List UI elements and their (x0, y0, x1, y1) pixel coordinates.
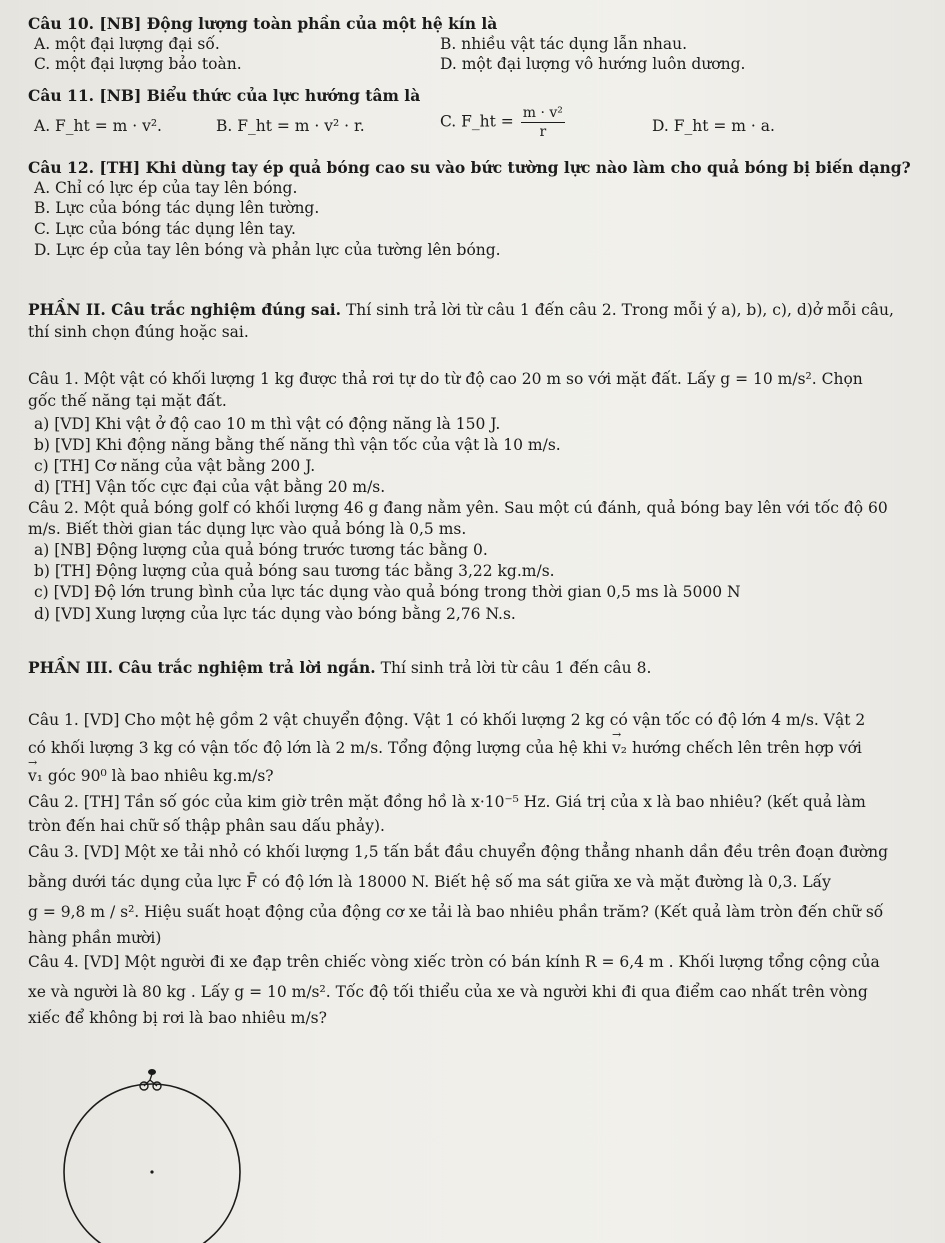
q10-option-b: B. nhiều vật tác dụng lẫn nhau. (440, 35, 688, 53)
q12-option-b: B. Lực của bóng tác dụng lên tường. (34, 199, 320, 217)
p3-q1-line3 (28, 766, 927, 786)
p3-q4-line3: xiếc để không bị rơi là bao nhiêu m/s? (28, 1009, 327, 1027)
p2-q1-line2: gốc thế năng tại mặt đất. (28, 392, 227, 410)
p2-q1-d: d) [TH] Vận tốc cực đại của vật bằng 20 m/s. (34, 478, 386, 496)
part2-heading: PHẦN II. Câu trắc nghiệm đúng sai. (28, 300, 342, 319)
p3-q3-line3: g = 9,8 m / s². Hiệu suất hoạt động của động cơ xe tải là bao nhiêu phần trăm? (Kết quả làm tròn đến chữ số (28, 903, 884, 921)
loop-center-dot (150, 1170, 153, 1173)
q11-option-d: D. F_ht = m · a. (652, 117, 775, 135)
q10-option-a: A. một đại lượng đại số. (34, 35, 220, 53)
p2-q2-line1: Câu 2. Một quả bóng golf có khối lượng 46 g đang nằm yên. Sau một cú đánh, quả bóng bay lên với tốc độ 60 (28, 499, 888, 517)
p2-q2-a: a) [NB] Động lượng của quả bóng trước tương tác bằng 0. (34, 541, 488, 559)
p2-q2-line2: m/s. Biết thời gian tác dụng lực vào quả bóng là 0,5 ms. (28, 520, 467, 538)
q12-option-c: C. Lực của bóng tác dụng lên tay. (34, 220, 296, 238)
q12-option-a: A. Chỉ có lực ép của tay lên bóng. (34, 179, 298, 197)
part3-intro: Thí sinh trả lời từ câu 1 đến câu 8. (375, 659, 652, 677)
part3-heading: PHẦN III. Câu trắc nghiệm trả lời ngắn. (28, 658, 376, 677)
loop-circle (64, 1084, 240, 1243)
q10-stem: Câu 10. [NB] Động lượng toàn phần của một hệ kín là (28, 14, 498, 33)
p3-q1-line2-start: có khối lượng 3 kg có vận tốc độ lớn là 2 m/s. Tổng động lượng của hệ khi (28, 739, 613, 757)
q12-stem: Câu 12. [TH] Khi dùng tay ép quả bóng cao su vào bức tường lực nào làm cho quả bóng bị biến dạng? (28, 158, 911, 177)
p3-q1-line1: Câu 1. [VD] Cho một hệ gồm 2 vật chuyển động. Vật 1 có khối lượng 2 kg có vận tốc có độ lớn 4 m/s. Vật 2 (28, 711, 866, 729)
q11-denominator: r (539, 124, 547, 140)
p2-q2-d: d) [VD] Xung lượng của lực tác dụng vào bóng bằng 2,76 N.s. (34, 605, 516, 623)
part2-heading-line (28, 300, 927, 320)
q12-option-d: D. Lực ép của tay lên bóng và phản lực của tường lên bóng. (34, 241, 501, 259)
p2-q1-b: b) [VD] Khi động năng bằng thế năng thì vận tốc của vật là 10 m/s. (34, 436, 561, 454)
p3-q1-line3-text: góc 90⁰ là bao nhiêu kg.m/s? (42, 767, 274, 785)
p3-q3-line4: hàng phần mười) (28, 929, 162, 947)
bicycle-rider-icon (140, 1069, 161, 1090)
q11-stem: Câu 11. [NB] Biểu thức của lực hướng tâm là (28, 86, 421, 105)
q11-option-c (440, 104, 567, 141)
vector-v1: → v₁ (28, 766, 43, 786)
loop-track-figure (56, 1052, 256, 1243)
vector-v2: → v₂ (612, 738, 627, 758)
q11-numerator: m · v² (522, 105, 563, 121)
p2-q1-c: c) [TH] Cơ năng của vật bằng 200 J. (34, 457, 316, 475)
p3-q3-line2: bằng dưới tác dụng của lực F̄ có độ lớn là 18000 N. Biết hệ số ma sát giữa xe và mặt đường là 0,3. Lấy (28, 873, 831, 891)
part2-intro-1: Thí sinh trả lời từ câu 1 đến câu 2. Trong mỗi ý a), b), c), d)ở mỗi câu, (341, 301, 894, 319)
q11-fraction (521, 104, 565, 141)
q10-option-c: C. một đại lượng bảo toàn. (34, 55, 242, 73)
p2-q1-a: a) [VD] Khi vật ở độ cao 10 m thì vật có động năng là 150 J. (34, 415, 501, 433)
p2-q2-b: b) [TH] Động lượng của quả bóng sau tương tác bằng 3,22 kg.m/s. (34, 562, 555, 580)
p3-q4-line2: xe và người là 80 kg . Lấy g = 10 m/s². Tốc độ tối thiểu của xe và người khi đi qua điểm cao nhất trên vòng (28, 983, 868, 1001)
q11-option-b: B. F_ht = m · v² · r. (216, 117, 365, 135)
p3-q2-line1: Câu 2. [TH] Tần số góc của kim giờ trên mặt đồng hồ là x·10⁻⁵ Hz. Giá trị của x là bao nhiêu? (kết quả làm (28, 793, 866, 811)
p2-q2-c: c) [VD] Độ lớn trung bình của lực tác dụng vào quả bóng trong thời gian 0,5 ms là 5000 N (34, 583, 741, 601)
p3-q1-line2 (28, 738, 927, 758)
p3-q2-line2: tròn đến hai chữ số thập phân sau dấu phảy). (28, 817, 385, 835)
p3-q4-line1: Câu 4. [VD] Một người đi xe đạp trên chiếc vòng xiếc tròn có bán kính R = 6,4 m . Khối lượng tổng cộng của (28, 953, 880, 971)
p2-q1-line1: Câu 1. Một vật có khối lượng 1 kg được thả rơi tự do từ độ cao 20 m so với mặt đất. Lấy g = 10 m/s². Chọn (28, 370, 863, 388)
q11-option-a: A. F_ht = m · v². (34, 117, 162, 135)
part3-heading-line (28, 658, 927, 678)
p3-q3-line1: Câu 3. [VD] Một xe tải nhỏ có khối lượng 1,5 tấn bắt đầu chuyển động thẳng nhanh dần đều trên đoạn đường (28, 843, 889, 861)
p3-q1-line2-end: hướng chếch lên trên hợp với (627, 739, 862, 757)
part2-intro-2: thí sinh chọn đúng hoặc sai. (28, 323, 249, 341)
q11-option-c-prefix: C. F_ht = (440, 112, 514, 131)
q10-option-d: D. một đại lượng vô hướng luôn dương. (440, 55, 746, 73)
